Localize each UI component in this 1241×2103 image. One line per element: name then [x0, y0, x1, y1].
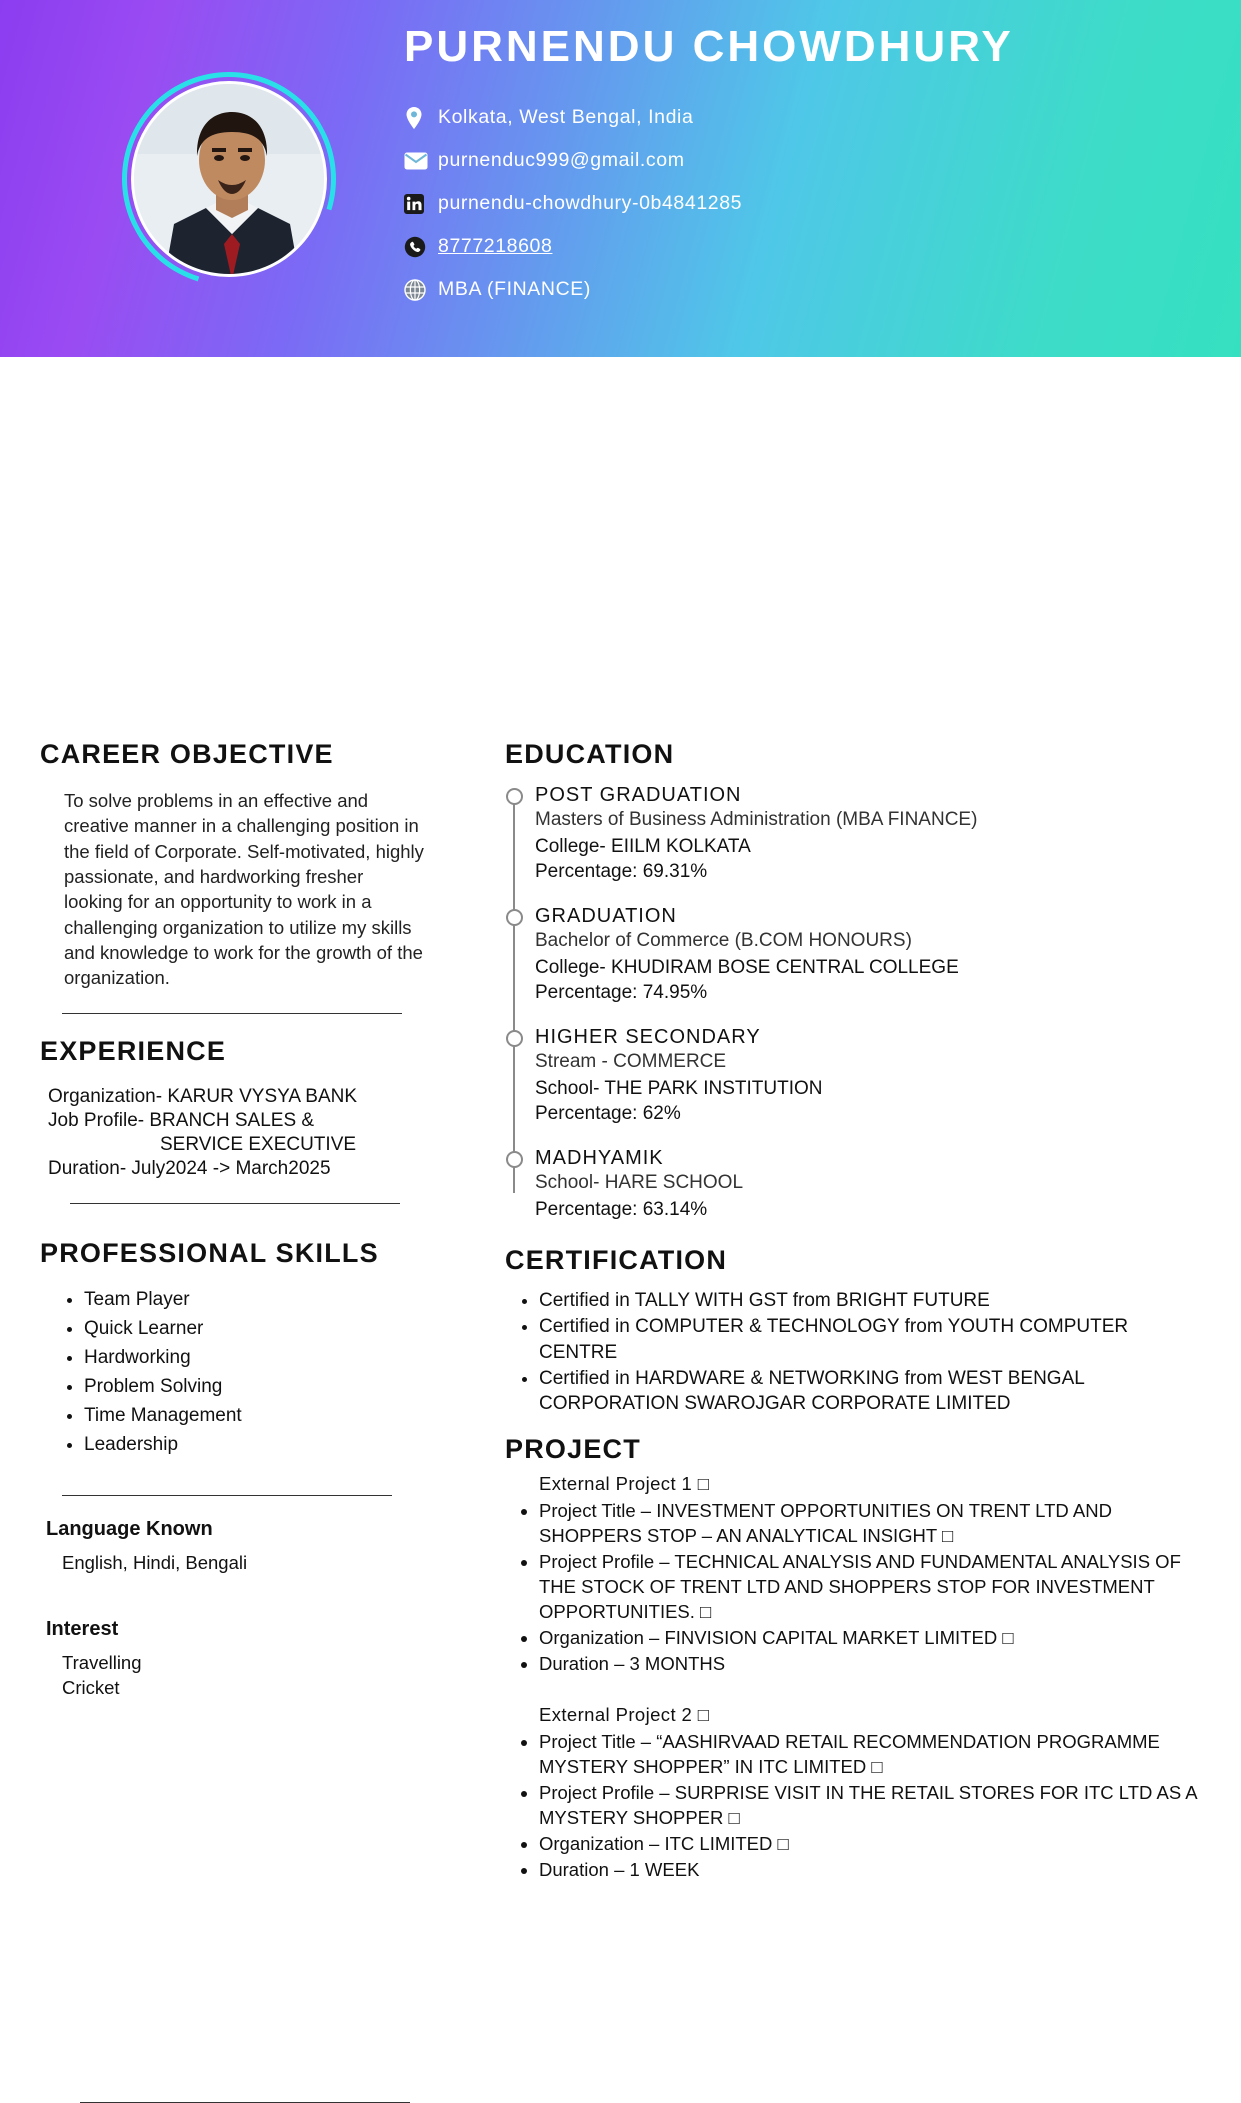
- interest-item: Cricket: [62, 1677, 120, 1698]
- education-percentage: Percentage: 74.95%: [535, 982, 708, 1003]
- section-heading-career-objective: CAREER OBJECTIVE: [40, 739, 334, 769]
- contact-linkedin[interactable]: [404, 182, 1124, 225]
- section-heading-certification: CERTIFICATION: [505, 1245, 728, 1275]
- education-item: [535, 905, 1205, 1004]
- experience-organization: Organization- KARUR VYSYA BANK: [48, 1085, 358, 1107]
- list-item: • Project Profile – TECHNICAL ANALYSIS AND FUNDAMENTAL ANALYSIS OF THE STOCK OF TRENT LTD AND SHOPPERS STOP FOR INVESTMENT OPPORTUNITIES. □: [539, 1550, 1205, 1625]
- list-item: • Certified in COMPUTER & TECHNOLOGY from YOUTH COMPUTER CENTRE: [539, 1314, 1205, 1365]
- envelope-icon: [404, 152, 438, 170]
- divider: [70, 1203, 400, 1204]
- education-degree: Masters of Business Administration (MBA FINANCE): [535, 809, 978, 830]
- project-2-label: External Project 2 □: [539, 1704, 710, 1726]
- list-item: • Certified in HARDWARE & NETWORKING from WEST BENGAL CORPORATION SWAROJGAR CORPORATE LIMITED: [539, 1366, 1205, 1417]
- education-title: HIGHER SECONDARY: [535, 1026, 761, 1048]
- project-2-list: [505, 1730, 1205, 1883]
- list-item: • Duration – 1 WEEK: [539, 1858, 1205, 1883]
- education-college: School- THE PARK INSTITUTION: [535, 1078, 823, 1099]
- linkedin-icon: [404, 194, 438, 214]
- experience-job-profile-cont: SERVICE EXECUTIVE: [160, 1134, 357, 1155]
- contact-email[interactable]: [404, 139, 1124, 182]
- certification-list: [505, 1288, 1205, 1416]
- education-degree: Stream - COMMERCE: [535, 1051, 727, 1072]
- career-objective-text: To solve problems in an effective and creative manner in a challenging position in the field of Corporate. Self-motivated, highly passionate, and hardworking fresher looking for an opportunity to work in a challenging organization to utilize my skills and knowledge to work for the growth of the organization.: [64, 790, 424, 989]
- education-percentage: Percentage: 69.31%: [535, 861, 708, 882]
- list-item: • Duration – 3 MONTHS: [539, 1652, 1205, 1677]
- right-column: [505, 739, 1205, 1884]
- contact-location-text: Kolkata, West Bengal, India: [438, 106, 694, 128]
- experience-duration: Duration- July2024 -> March2025: [48, 1158, 331, 1180]
- left-column: [40, 739, 440, 1701]
- contact-qualification-text: MBA (FINANCE): [438, 278, 591, 300]
- section-heading-interest: Interest: [46, 1618, 119, 1641]
- language-known-text: English, Hindi, Bengali: [62, 1552, 248, 1574]
- project-1-label: External Project 1 □: [539, 1473, 710, 1495]
- experience-block: [40, 1085, 440, 1182]
- avatar: [122, 72, 336, 286]
- globe-icon: [404, 279, 438, 301]
- skills-list: [40, 1287, 440, 1459]
- list-item: • Leadership: [84, 1432, 440, 1459]
- list-item: • Team Player: [84, 1287, 440, 1314]
- education-title: MADHYAMIK: [535, 1147, 664, 1169]
- section-heading-language-known: Language Known: [46, 1518, 213, 1541]
- education-item: [535, 1147, 1205, 1221]
- interest-item: Travelling: [62, 1652, 142, 1674]
- page-title: PURNENDU CHOWDHURY: [404, 22, 1014, 71]
- divider: [62, 1013, 402, 1014]
- list-item: • Hardworking: [84, 1345, 440, 1372]
- project-1-list: [505, 1499, 1205, 1677]
- list-item: • Project Title – INVESTMENT OPPORTUNITIES ON TRENT LTD AND SHOPPERS STOP – AN ANALYTICAL INSIGHT □: [539, 1499, 1205, 1549]
- location-pin-icon: [404, 106, 438, 130]
- education-title: POST GRADUATION: [535, 784, 742, 806]
- contact-linkedin-text: purnendu-chowdhury-0b4841285: [438, 192, 743, 214]
- contact-phone-text: 8777218608: [438, 235, 553, 257]
- education-degree: School- HARE SCHOOL: [535, 1172, 744, 1193]
- phone-icon: [404, 236, 438, 258]
- section-heading-project: PROJECT: [505, 1434, 641, 1465]
- contact-location: [404, 96, 1124, 139]
- list-item: • Organization – ITC LIMITED □: [539, 1832, 1205, 1857]
- education-college: College- KHUDIRAM BOSE CENTRAL COLLEGE: [535, 957, 959, 978]
- list-item: • Organization – FINVISION CAPITAL MARKET LIMITED □: [539, 1626, 1205, 1651]
- list-item: • Project Profile – SURPRISE VISIT IN THE RETAIL STORES FOR ITC LTD AS A MYSTERY SHOPPER □: [539, 1781, 1205, 1831]
- contact-qualification: [404, 268, 1124, 311]
- education-item: [535, 1026, 1205, 1125]
- list-item: • Certified in TALLY WITH GST from BRIGHT FUTURE: [539, 1288, 1205, 1313]
- section-heading-experience: EXPERIENCE: [40, 1035, 227, 1066]
- contact-phone[interactable]: [404, 225, 1124, 268]
- education-item: [535, 784, 1205, 883]
- education-college: College- EIILM KOLKATA: [535, 836, 751, 857]
- resume-header: [0, 0, 1241, 357]
- avatar-photo: [131, 81, 327, 277]
- education-percentage: Percentage: 62%: [535, 1103, 681, 1124]
- list-item: • Time Management: [84, 1403, 440, 1430]
- experience-job-profile: Job Profile- BRANCH SALES &: [48, 1109, 315, 1131]
- spacer: [505, 1678, 1205, 1700]
- section-heading-professional-skills: PROFESSIONAL SKILLS: [40, 1238, 379, 1269]
- education-timeline: [505, 784, 1205, 1221]
- list-item: • Project Title – “AASHIRVAAD RETAIL RECOMMENDATION PROGRAMME MYSTERY SHOPPER” IN ITC LIMITED □: [539, 1730, 1205, 1780]
- education-degree: Bachelor of Commerce (B.COM HONOURS): [535, 930, 912, 951]
- education-percentage: Percentage: 63.14%: [535, 1199, 708, 1220]
- divider: [62, 1495, 392, 1496]
- portrait-illustration: [134, 84, 327, 277]
- contact-email-text: purnenduc999@gmail.com: [438, 149, 685, 171]
- contact-list: [404, 96, 1124, 311]
- section-heading-education: EDUCATION: [505, 739, 675, 769]
- list-item: • Quick Learner: [84, 1316, 440, 1343]
- list-item: • Problem Solving: [84, 1374, 440, 1401]
- education-title: GRADUATION: [535, 905, 677, 927]
